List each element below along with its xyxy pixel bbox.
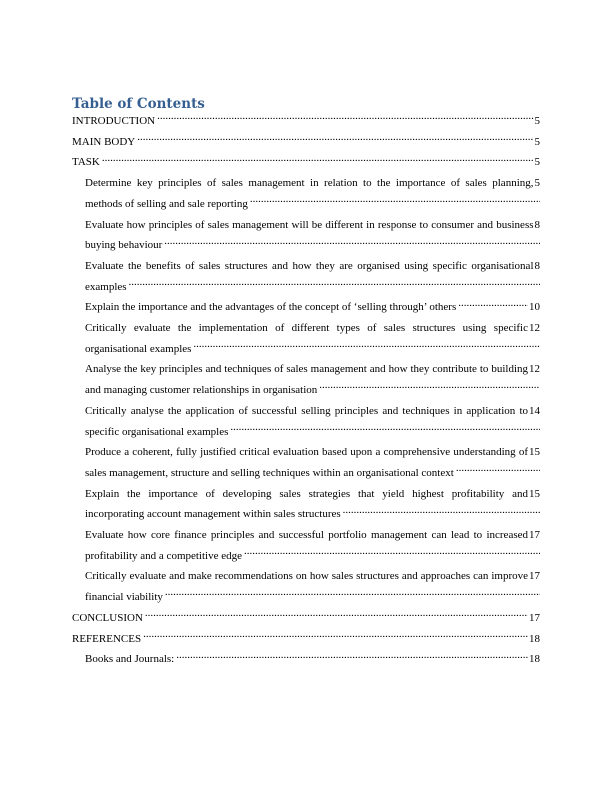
toc-entry-text: CONCLUSION ..... — [72, 612, 144, 624]
toc-heading: Table of Contents — [72, 96, 205, 112]
toc-entry-task[interactable] — [72, 152, 540, 173]
toc-page-number: 18 — [528, 649, 540, 670]
toc-entry-text: Evaluate how principles of sales management will be different in response to consumer and business buying behaviour ..... — [85, 219, 534, 252]
toc-entry-text: Evaluate the benefits of sales structures and how they are organised using specific organisational examples ..... — [85, 260, 534, 293]
toc-entry-buying-behaviour[interactable] — [72, 215, 540, 256]
toc-entry-text: Produce a coherent, fully justified critical evaluation based upon a comprehensive understanding of sales management, structure and selling techniques within an organisational context ..... — [85, 446, 528, 479]
toc-entry-references[interactable] — [72, 629, 540, 650]
toc-list — [72, 111, 540, 670]
toc-page-number: 18 — [528, 629, 540, 650]
toc-entry-sales-structures-benefits[interactable] — [72, 256, 540, 297]
toc-entry-text: INTRODUCTION ..... — [72, 115, 156, 127]
toc-page-number: 8 — [534, 215, 541, 236]
toc-entry-text: Critically evaluate and make recommendations on how sales structures and approaches can improve financial viability ..... — [85, 570, 528, 603]
toc-entry-sales-structures-implementation[interactable] — [72, 318, 540, 359]
toc-page-number: 8 — [534, 256, 541, 277]
toc-entry-customer-relationships[interactable] — [72, 359, 540, 400]
toc-entry-main-body[interactable] — [72, 132, 540, 153]
toc-page-number: 15 — [528, 442, 540, 463]
toc-page-number: 17 — [528, 525, 540, 546]
toc-entry-text: Critically evaluate the implementation of different types of sales structures using specific organisational examples ..... — [85, 322, 528, 355]
toc-entry-text: Analyse the key principles and techniques of sales management and how they contribute to building and managing customer relationships in organisation ..... — [85, 363, 528, 396]
toc-page-number: 12 — [528, 359, 540, 380]
toc-entry-finance-principles[interactable] — [72, 525, 540, 566]
toc-entry-critical-evaluation[interactable] — [72, 442, 540, 483]
toc-entry-key-principles[interactable] — [72, 173, 540, 214]
toc-entry-text: REFERENCES ..... — [72, 633, 142, 645]
toc-entry-financial-viability[interactable] — [72, 566, 540, 607]
toc-entry-selling-principles[interactable] — [72, 401, 540, 442]
toc-entry-text: Critically analyse the application of successful selling principles and techniques in application to specific organisational examples ..... — [85, 405, 528, 438]
toc-entry-selling-through[interactable] — [72, 297, 540, 318]
toc-entry-introduction[interactable] — [72, 111, 540, 132]
toc-page-number: 5 — [534, 111, 541, 132]
toc-entry-text: Evaluate how core finance principles and successful portfolio management can lead to increased profitability and a competitive edge ..... — [85, 529, 528, 562]
toc-page-number: 15 — [528, 484, 540, 505]
toc-entry-text: TASK ..... — [72, 156, 101, 168]
toc-entry-text: Books and Journals: ..... — [85, 653, 175, 665]
toc-entry-text: Explain the importance of developing sales strategies that yield highest profitability and incorporating account management within sales structures ..... — [85, 488, 528, 521]
toc-page-number: 12 — [528, 318, 540, 339]
toc-page-number: 10 — [528, 297, 540, 318]
toc-entry-text: Determine key principles of sales management in relation to the importance of sales planning, methods of selling and sale reporting ..... — [85, 177, 534, 210]
toc-entry-books-and-journals[interactable] — [72, 649, 540, 670]
toc-entry-conclusion[interactable] — [72, 608, 540, 629]
toc-entry-text: MAIN BODY ..... — [72, 136, 136, 148]
toc-page-number: 5 — [534, 152, 541, 173]
toc-entry-text: Explain the importance and the advantages of the concept of ‘selling through’ others ..... — [85, 301, 457, 313]
toc-page-number: 17 — [528, 566, 540, 587]
toc-page-number: 14 — [528, 401, 540, 422]
toc-page-number: 5 — [534, 132, 541, 153]
toc-page-number: 17 — [528, 608, 540, 629]
toc-entry-sales-strategies[interactable] — [72, 484, 540, 525]
toc-page-number: 5 — [534, 173, 541, 194]
